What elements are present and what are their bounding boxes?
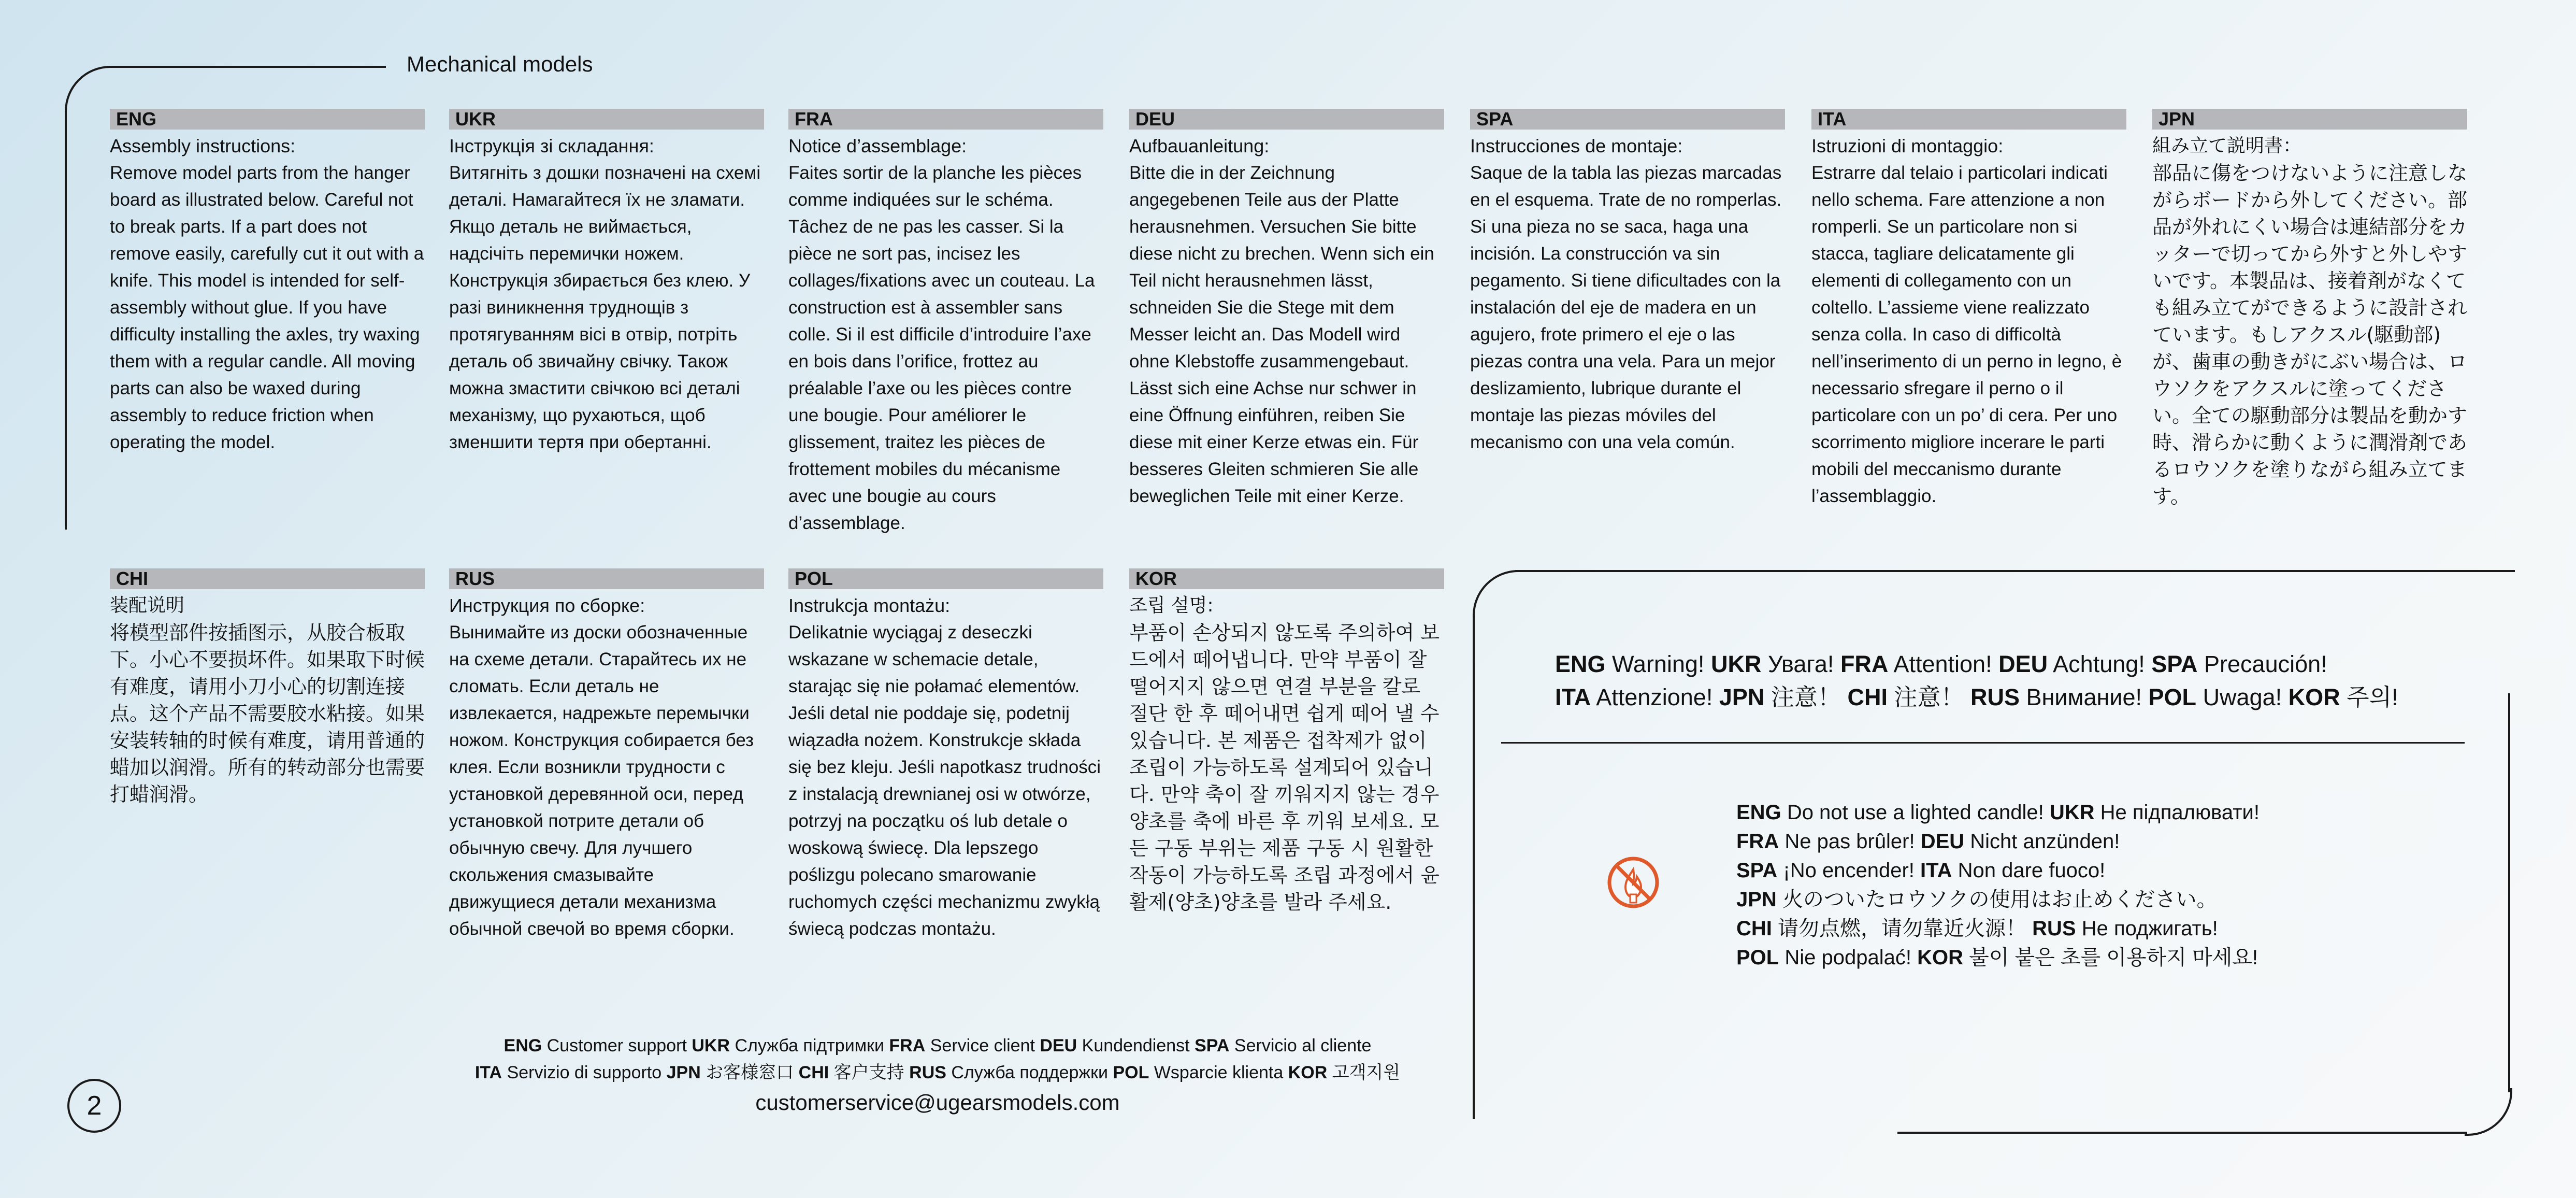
warning-candle-row [1736,827,2487,856]
warning-text: Uwaga! [2203,684,2282,710]
lang-code: KOR [1917,946,1963,969]
lang-code: UKR [1710,651,1762,677]
section-heading: Інструкція зі складання: [449,135,654,156]
support-text: お客様窓口 [706,1063,794,1082]
support-email-link[interactable]: customerservice@ugearsmodels.com [755,1090,1120,1115]
section-text: Delikatnie wyciągaj z deseczki wskazane w schemacie detale, starając się nie połamać elementów. Jeśli detal nie poddaje się, podetnij wiązadła nożem. Konstrukcje składa się bez kleju. Jeśli napotkasz trudności z instalacją drewnianej osi w otwórze, potrzyj na początku oś lub detale o woskową świecę. Dla lepszego poślizgu polecano smarowanie ruchomych części mechanizmu zwykłą świecą podczas montażu. [788,622,1101,939]
support-text: 客户支持 [833,1063,904,1082]
section-text: Remove model parts from the hanger board as illustrated below. Careful not to break parts. If a part does not remove easily, carefully cut it out with a knife. This model is intended for self-assembly without glue. If you have difficulty installing the axles, try waxing them with a regular candle. All moving parts can also be waxed during assembly to reduce friction when operating the model. [110,163,424,452]
warning-attention-row-2 [1555,681,2487,714]
page-number: 2 [67,1079,121,1133]
lang-code: JPN [666,1063,701,1082]
lang-code: SPA [1195,1036,1230,1056]
support-text: 고객지원 [1332,1063,1401,1082]
instructions-eng [110,109,425,456]
section-heading: Instrukcja montażu: [788,595,951,616]
support-text: Wsparcie klienta [1154,1063,1284,1082]
warning-box-right-edge [2508,693,2510,1092]
support-text: Servicio al cliente [1234,1036,1372,1056]
section-code: CHI [110,568,425,589]
support-text: Servizio di supporto [507,1063,662,1082]
warning-candle-row [1736,914,2487,943]
warning-candle-row [1736,943,2487,972]
section-code: FRA [788,109,1103,130]
section-text: 将模型部件按插图示，从胶合板取下。小心不要损坏件。如果取下时候有难度，请用小刀小心的切割连接点。这个产品不需要胶水粘接。如果安装转轴的时候有难度，请用普通的蜡加以润滑。所有的转动部分也需要打蜡润滑。 [110,621,425,806]
section-code: RUS [449,568,764,589]
lang-code: POL [1113,1063,1149,1082]
lang-code: FRA [1736,830,1779,853]
lang-code: ENG [1555,651,1606,677]
instructions-deu [1129,109,1444,510]
warning-attention-row-1 [1555,648,2487,681]
warning-text: 주의! [2347,684,2398,710]
warning-candle [1736,798,2487,972]
lang-code: FRA [889,1036,926,1056]
warning-box-corner-bottom-right [2465,1088,2512,1136]
warning-candle-row [1736,885,2487,914]
section-code: POL [788,568,1103,589]
section-code: DEU [1129,109,1444,130]
lang-code: CHI [798,1063,829,1082]
section-text: Faites sortir de la planche les pièces comme indiquées sur le schéma. Tâchez de ne pas les casser. Si la pièce ne sort pas, incisez les collages/fixations avec un couteau. La construction est à assembler sans colle. Si il est difficile d’introduire l’axe en bois dans l’orifice, frottez au préalable l’axe ou les pièces contre une bougie. Pour améliorer le glissement, traitez les pièces de frottement mobiles du mécanisme avec une bougie au cours d’assemblage. [788,163,1095,533]
lang-code: SPA [1736,859,1778,882]
section-heading: Instrucciones de montaje: [1470,135,1683,156]
warning-candle-row [1736,856,2487,885]
lang-code: ENG [1736,801,1781,824]
warning-attention [1555,648,2487,714]
instructions-rus [449,568,764,943]
warning-text: ¡No encender! [1783,859,1915,882]
lang-code: POL [2148,684,2197,710]
lang-code: CHI [1736,917,1772,940]
support-row-2 [311,1059,1564,1086]
support-text: Customer support [546,1036,687,1056]
lang-code: FRA [1840,651,1889,677]
section-heading: 조립 설명: [1129,595,1214,616]
warning-text: 注意！ [1894,684,1964,710]
section-heading: Istruzioni di montaggio: [1811,135,2004,156]
warning-text: 注意！ [1771,684,1841,710]
warning-text: Nicht anzünden! [1970,830,2120,853]
section-heading: Assembly instructions: [110,135,296,156]
frame-left-edge [65,109,67,530]
instructions-kor [1129,568,1444,916]
section-text: Estrarre dal telaio i particolari indicati nello schema. Fare attenzione a non romperli. Se un particolare non si stacca, tagliare delicatamente gli elementi di collegamento con un coltello. L’assieme viene realizzato senza colla. In caso di difficoltà nell’inserimento di un perno in legno, è necessario sfregare il perno o il particolare con un po’ di cera. Per uno scorrimento migliore incerare le parti mobili del meccanismo durante l’assemblaggio. [1811,163,2122,506]
lang-code: JPN [1719,684,1765,710]
section-text: Saque de la tabla las piezas marcadas en el esquema. Trate de no romperlas. Si una pieza no se saca, haga una incisión. La construcción va sin pegamento. Si tiene dificultades con la instalación del eje de madera en un agujero, frote primero el eje o las piezas contra una vela. Para un mejor deslizamiento, lubrique durante el montaje las piezas móviles del mecanismo con una vela común. [1470,163,1782,452]
lang-code: UKR [2049,801,2095,824]
header-rule [109,66,386,68]
lang-code: SPA [2151,651,2198,677]
instructions-pol [788,568,1103,943]
warning-text: Не поджигать! [2081,917,2218,940]
section-text: Bitte die in der Zeichnung angegebenen Teile aus der Platte herausnehmen. Versuchen Sie bitte diese nicht zu brechen. Wenn sich ein Teil nicht herausnehmen lässt, schneiden Sie die Stege mit dem Messer leicht an. Das Modell wird ohne Klebstoffe zusammengebaut. Lässt sich eine Achse nur schwer in eine Öffnung einführen, reiben Sie diese mit einer Kerze etwas ein. Für besseres Gleiten schmieren Sie alle beweglichen Teile mit einer Kerze. [1129,163,1434,506]
lang-code: ITA [1555,684,1591,710]
warning-text: Do not use a lighted candle! [1787,801,2044,824]
lang-code: ITA [474,1063,502,1082]
instructions-chi [110,568,425,808]
lang-code: RUS [1970,684,2020,710]
section-text: Витягніть з дошки позначені на схемі деталі. Намагайтеся їх не зламати. Якщо деталь не виймається, надсічіть перемички ножем. Конструкція збирається без клею. У разі виникнення труднощів з протягуванням вісі в отвір, потріть деталь об звичайну свічку. Також можна змастити свічкою всі деталі механізму, що рухаються, щоб зменшити тертя при обертанні. [449,163,761,452]
warning-text: Увага! [1767,651,1834,677]
warning-text: Warning! [1612,651,1705,677]
section-code: SPA [1470,109,1785,130]
section-code: ITA [1811,109,2126,130]
support-text: Служба поддержки [951,1063,1109,1082]
section-heading: 組み立て説明書： [2152,135,2302,156]
support-text: Kundendienst [1082,1036,1190,1056]
warning-text: Не підпалювати! [2100,801,2260,824]
section-code: ENG [110,109,425,130]
section-heading: Инструкция по сборке: [449,595,645,616]
lang-code: ITA [1920,859,1952,882]
warning-box-bottom-edge [1897,1132,2467,1134]
lang-code: JPN [1736,888,1777,911]
instructions-ita [1811,109,2126,510]
warning-text: Achtung! [2053,651,2145,677]
lang-code: RUS [909,1063,946,1082]
customer-support [311,1032,1564,1119]
warning-text: 请勿点燃，请勿靠近火源！ [1778,917,2027,940]
warning-text: Nie podpalać! [1785,946,1911,969]
lang-code: POL [1736,946,1779,969]
warning-text: Attenzione! [1596,684,1713,710]
warning-divider [1501,742,2465,744]
section-heading: Aufbauanleitung: [1129,135,1270,156]
warning-text: Внимание! [2026,684,2142,710]
warning-text: Precaución! [2204,651,2327,677]
warning-box-corner-top-left [1473,570,1521,619]
warning-box-top-edge [1515,570,2515,572]
page-title: Mechanical models [407,52,593,76]
warning-candle-row [1736,798,2487,827]
warning-text: Attention! [1893,651,1992,677]
section-heading: 装配说明 [110,595,185,616]
lang-code: DEU [1920,830,1965,853]
lang-code: KOR [2288,684,2340,710]
section-text: 부품이 손상되지 않도록 주의하여 보드에서 떼어냅니다. 만약 부품이 잘 떨어지지 않으면 연결 부분을 칼로 절단 한 후 떼어내면 쉽게 떼어 낼 수 있습니다. 본 제품은 접착제가 없이 조립이 가능하도록 설계되어 있습니다. 만약 축이 잘 끼워지지 않는 경우 양초를 축에 바른 후 끼워 보세요. 모든 구동 부위는 제품 구동 시 원활한 작동이 가능하도록 조립 과정에서 윤활제(양초)양초를 발라 주세요. [1129,621,1440,914]
frame-corner-top-left [65,66,113,115]
section-heading: Notice d’assemblage: [788,135,967,156]
lang-code: UKR [692,1036,730,1056]
support-text: Service client [930,1036,1035,1056]
warning-text: 火のついたロウソクの使用はお止めください。 [1782,888,2218,911]
lang-code: DEU [1998,651,2048,677]
no-fire-icon [1605,854,1662,911]
lang-code: DEU [1040,1036,1077,1056]
section-code: KOR [1129,568,1444,589]
warning-text: 불이 붙은 초를 이용하지 마세요! [1969,946,2258,969]
warning-text: Ne pas brûler! [1785,830,1915,853]
lang-code: CHI [1847,684,1888,710]
instructions-spa [1470,109,1785,456]
section-text: Вынимайте из доски обозначенные на схеме детали. Старайтесь их не сломать. Если деталь не извлекается, надрежьте перемычки ножом. Конструкция собирается без клея. Если возникли трудности с установкой деревянной оси, перед установкой потрите детали об обычную свечу. Для лучшего скольжения смазывайте движущиеся детали механизма обычной свечой во время сборки. [449,622,754,939]
section-text: 部品に傷をつけないように注意しながらボードから外してください。部品が外れにくい場合は連結部分をカッターで切ってから外すと外しやすいです。本製品は、接着剤がなくても組み立てができるように設計されています。もしアクスル(駆動部)が、歯車の動きがにぶい場合は、ロウソクをアクスルに塗ってください。全ての駆動部分は製品を動かす時、滑らかに動くように潤滑剤であるロウソクを塗りながら組み立てます。 [2152,162,2468,508]
warning-text: Non dare fuoco! [1958,859,2106,882]
instructions-ukr [449,109,764,456]
instructions-fra [788,109,1103,537]
lang-code: ENG [503,1036,542,1056]
lang-code: RUS [2032,917,2076,940]
section-code: JPN [2152,109,2467,130]
section-code: UKR [449,109,764,130]
support-row-1 [311,1032,1564,1059]
lang-code: KOR [1288,1063,1328,1082]
instructions-jpn [2152,109,2467,510]
support-text: Служба підтримки [735,1036,884,1056]
